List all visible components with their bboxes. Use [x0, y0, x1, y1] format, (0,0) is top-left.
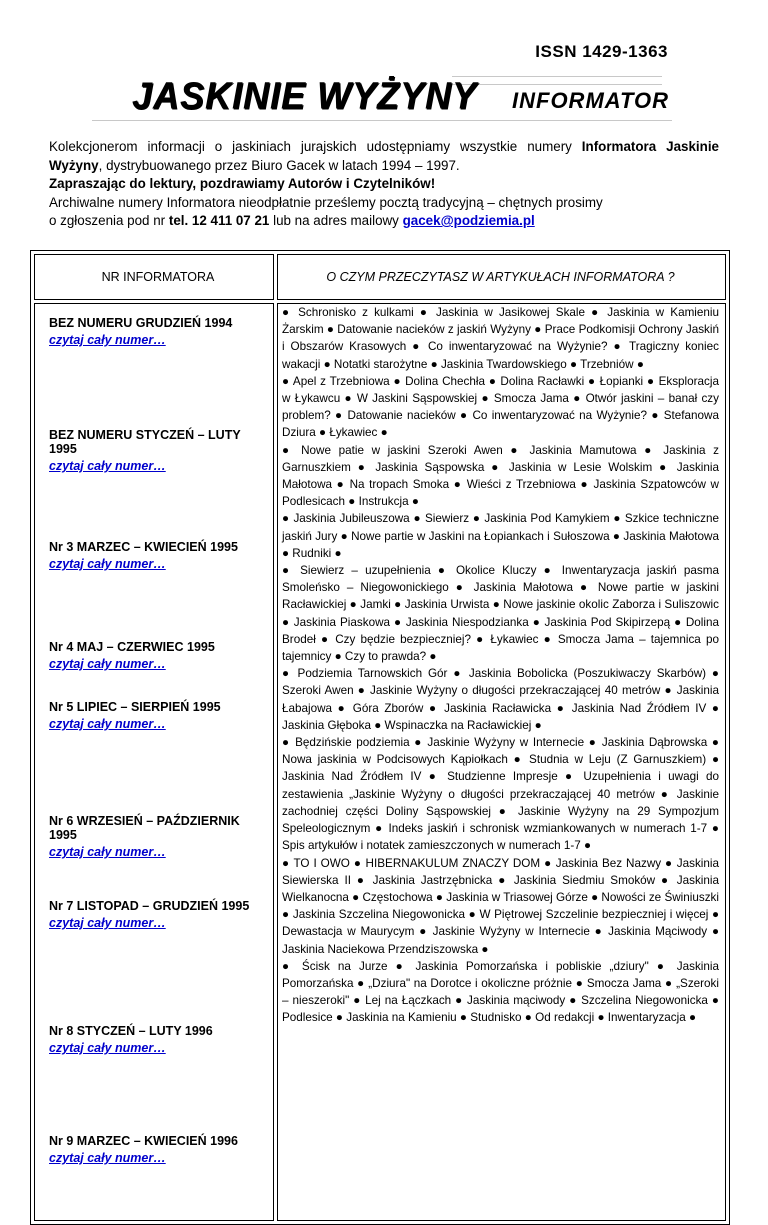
intro-text-start: Kolekcjonerom informacji o jaskiniach jurajskich udostępniamy wszystkie numery	[49, 139, 582, 154]
issue-topics: ● Apel z Trzebniowa ● Dolina Chechła ● Dolina Racławki ● Łopianki ● Eksploracja w Łykawcu ● W Jaskini Sąspowskiej ● Smocza Jama ● Otwór jaskini – banał czy problem? ● Datowanie nacieków ● Co inwentaryzować na Wyżynie? ● Stefanowa Dziura ● Łykawiec ●	[282, 374, 719, 440]
issue-entry	[49, 316, 267, 416]
topics-cell	[277, 303, 726, 1221]
masthead-ghost-line	[452, 76, 662, 77]
issue-title: Nr 5 LIPIEC – SIERPIEŃ 1995	[49, 700, 221, 714]
issue-topics: ● Nowe patie w jaskini Szeroki Awen ● Jaskinia Mamutowa ● Jaskinia z Garnuszkiem ● Jaskinia Sąspowska ● Jaskinia w Lesie Wolskim ● Jaskinia Małotowa ● Na tropach Smoka ● Wieści z Trzebniowa ● Jaskinia Szpatowców w Podlesicach ● Instrukcja ●	[282, 443, 719, 509]
read-issue-link[interactable]: czytaj cały numer…	[49, 845, 166, 859]
header-topics: O CZYM PRZECZYTASZ W ARTYKUŁACH INFORMATORA ?	[277, 254, 726, 300]
issue-entry	[49, 700, 267, 802]
issue-topics: ● Ścisk na Jurze ● Jaskinia Pomorzańska i pobliskie „dziury" ● Jaskinia Pomorzańska ● „Dziura" na Dorotce i okoliczne próżnie ● Smocza Jama ● „Szeroki – nieszeroki" ● Lej na Łączkach ● Jaskinia mąciwody ● Szczelina Niegowonicka ● Podlesice ● Jaskinia na Kamieniu ● Studnisko ● Od redakcji ● Inwentaryzacja ●	[282, 959, 719, 1025]
masthead-ghost-line	[452, 84, 662, 85]
masthead-ghost-line	[92, 120, 672, 121]
issue-title: Nr 9 MARZEC – KWIECIEŃ 1996	[49, 1134, 238, 1148]
read-issue-link[interactable]: czytaj cały numer…	[49, 333, 166, 347]
issue-list-cell	[34, 303, 274, 1221]
issue-topics: ● Jaskinia Jubileuszowa ● Siewierz ● Jaskinia Pod Kamykiem ● Szkice techniczne jaskiń Jury ● Nowe partie w Jaskini na Łopiankach i Sułoszowa ● Jaskinia Małotowa ● Rudniki ●	[282, 512, 719, 560]
contact-text: o zgłoszenia pod nr	[49, 213, 169, 228]
table-header-row	[34, 254, 726, 300]
informator-name: Informatora Jaskinie Wyżyny	[49, 139, 719, 173]
read-issue-link[interactable]: czytaj cały numer…	[49, 1041, 166, 1055]
read-issue-link[interactable]: czytaj cały numer…	[49, 916, 166, 930]
header-issue-number: NR INFORMATORA	[34, 254, 274, 300]
issue-title: Nr 7 LISTOPAD – GRUDZIEŃ 1995	[49, 899, 250, 913]
contact-line	[49, 212, 719, 231]
issue-topics: ● TO I OWO ● HIBERNAKULUM ZNACZY DOM ● Jaskinia Bez Nazwy ● Jaskinia Siewierska II ● Jaskinia Jastrzębnicka ● Jaskinia Siedmiu Smoków ● Jaskinia Wielkanocna ● Częstochowa ● Jaskinia w Triasowej Górze ● Nowości ze Świniuszki ● Jaskinia Szczelina Niegowonicka ● W Piętrowej Szczelinie bezpieczniej i więcej ● Dewastacja w Maurycym ● Jaskinie Wyżyny w Internecie ● Jaskinia Mąciwody ● Jaskinia Naciekowa Przendziszowska ●	[282, 856, 719, 956]
issue-title: Nr 3 MARZEC – KWIECIEŃ 1995	[49, 540, 238, 554]
read-issue-link[interactable]: czytaj cały numer…	[49, 1151, 166, 1165]
issue-topics: ● Schronisko z kulkami ● Jaskinia w Jasikowej Skale ● Jaskinia w Kamieniu Żarskim ● Datowanie nacieków z jaskiń Wyżyny ● Prace Podkomisji Ochrony Jaskiń i Obszarów Krasowych ● Co inwentaryzować na Wyżynie? ● Tragiczny koniec wakacji ● Notatki starożytne ● Jaskinia Twardowskiego ● Trzebniów ●	[282, 306, 719, 371]
masthead	[92, 36, 678, 126]
masthead-title: JASKINIE WYŻYNY	[132, 74, 478, 118]
email-link[interactable]: gacek@podziemia.pl	[402, 213, 535, 228]
issue-topics: ● Będzińskie podziemia ● Jaskinie Wyżyny w Internecie ● Jaskinia Dąbrowska ● Nowa jaskinia w Podcisowych Kąpiołkach ● Studnia w Leju (Z Garnuszkiem) ● Jaskinia Nad Źródłem IV ● Studzienne Impresje ● Uzupełnienia i uwagi do zestawienia „Jaskinie Wyżyny o długości przekraczającej 40 metrów ● Jaskinie zachodniej części Doliny Sąspowskiej ● Jaskinie Wyżyny na 29 Sympozjum Speleologicznym ● Indeks jaskiń i schronisk wzmiankowanych w numerach 1-7 ● Spis artykułów i notatek zamieszczonych w numerach 1-7 ●	[282, 736, 719, 853]
issue-entry	[49, 899, 267, 1012]
read-issue-link[interactable]: czytaj cały numer…	[49, 657, 166, 671]
issue-entry	[49, 1134, 267, 1220]
intro-paragraph	[49, 138, 719, 175]
issue-entry	[49, 1024, 267, 1122]
issue-entry	[49, 540, 267, 628]
phone-number: tel. 12 411 07 21	[168, 213, 270, 228]
contact-text-mid: lub na adres mailowy	[269, 213, 403, 228]
issue-topics: ● Podziemia Tarnowskich Gór ● Jaskinia Bobolicka (Poszukiwaczy Skarbów) ● Szeroki Awen ● Jaskinie Wyżyny o długości przekraczającej 40 metrów ● Jaskinia Łabajowa ● Góra Zborów ● Jaskinia Racławicka ● Jaskinia Nad Źródłem IV ● Jaskinia Głęboka ● Wspinaczka na Racławickiej ●	[282, 667, 719, 732]
archive-note: Archiwalne numery Informatora nieodpłatnie prześlemy pocztą tradycyjną – chętnych prosimy	[49, 194, 603, 210]
read-issue-link[interactable]: czytaj cały numer…	[49, 557, 166, 571]
intro-text-end: , dystrybuowanego przez Biuro Gacek w latach 1994 – 1997.	[98, 157, 460, 173]
read-issue-link[interactable]: czytaj cały numer…	[49, 459, 166, 473]
issue-topics: ● Siewierz – uzupełnienia ● Okolice Kluczy ● Inwentaryzacja jaskiń pasma Smoleńsko – Niegowonickiego ● Jaskinia Małotowa ● Nowe partie w jaskini Racławickiej ● Jamki ● Jaskinia Urwista ● Nowe jaskinie okolic Zaborza i Suliszowic ● Jaskinia Piaskowa ● Jaskinia Niespodzianka ● Jaskinia Pod Skipirzepą ● Dolina Brodeł ● Czy będzie bezpieczniej? ● Łykawiec ● Smocza Jama – tajemnica po tajemnicy ● Czy to prawda? ●	[282, 564, 719, 664]
read-issue-link[interactable]: czytaj cały numer…	[49, 717, 166, 731]
issue-entry	[49, 814, 267, 887]
invitation-text: Zapraszając do lektury, pozdrawiamy Autorów i Czytelników!	[49, 176, 436, 191]
issue-title: Nr 6 WRZESIEŃ – PAŹDZIERNIK 1995	[49, 814, 240, 842]
issue-entry	[49, 640, 267, 688]
issues-table	[30, 250, 730, 1225]
issn-label: ISSN 1429-1363	[535, 42, 668, 61]
table-row	[34, 303, 726, 1221]
issue-title: BEZ NUMERU STYCZEŃ – LUTY 1995	[49, 428, 241, 456]
issue-title: BEZ NUMERU GRUDZIEŃ 1994	[49, 316, 233, 330]
issue-title: Nr 8 STYCZEŃ – LUTY 1996	[49, 1024, 213, 1038]
intro-text	[49, 138, 719, 231]
invitation	[49, 175, 719, 194]
masthead-subtitle: INFORMATOR	[512, 88, 670, 113]
topics-list	[282, 304, 719, 1027]
issue-entry	[49, 428, 267, 528]
issue-title: Nr 4 MAJ – CZERWIEC 1995	[49, 640, 215, 654]
